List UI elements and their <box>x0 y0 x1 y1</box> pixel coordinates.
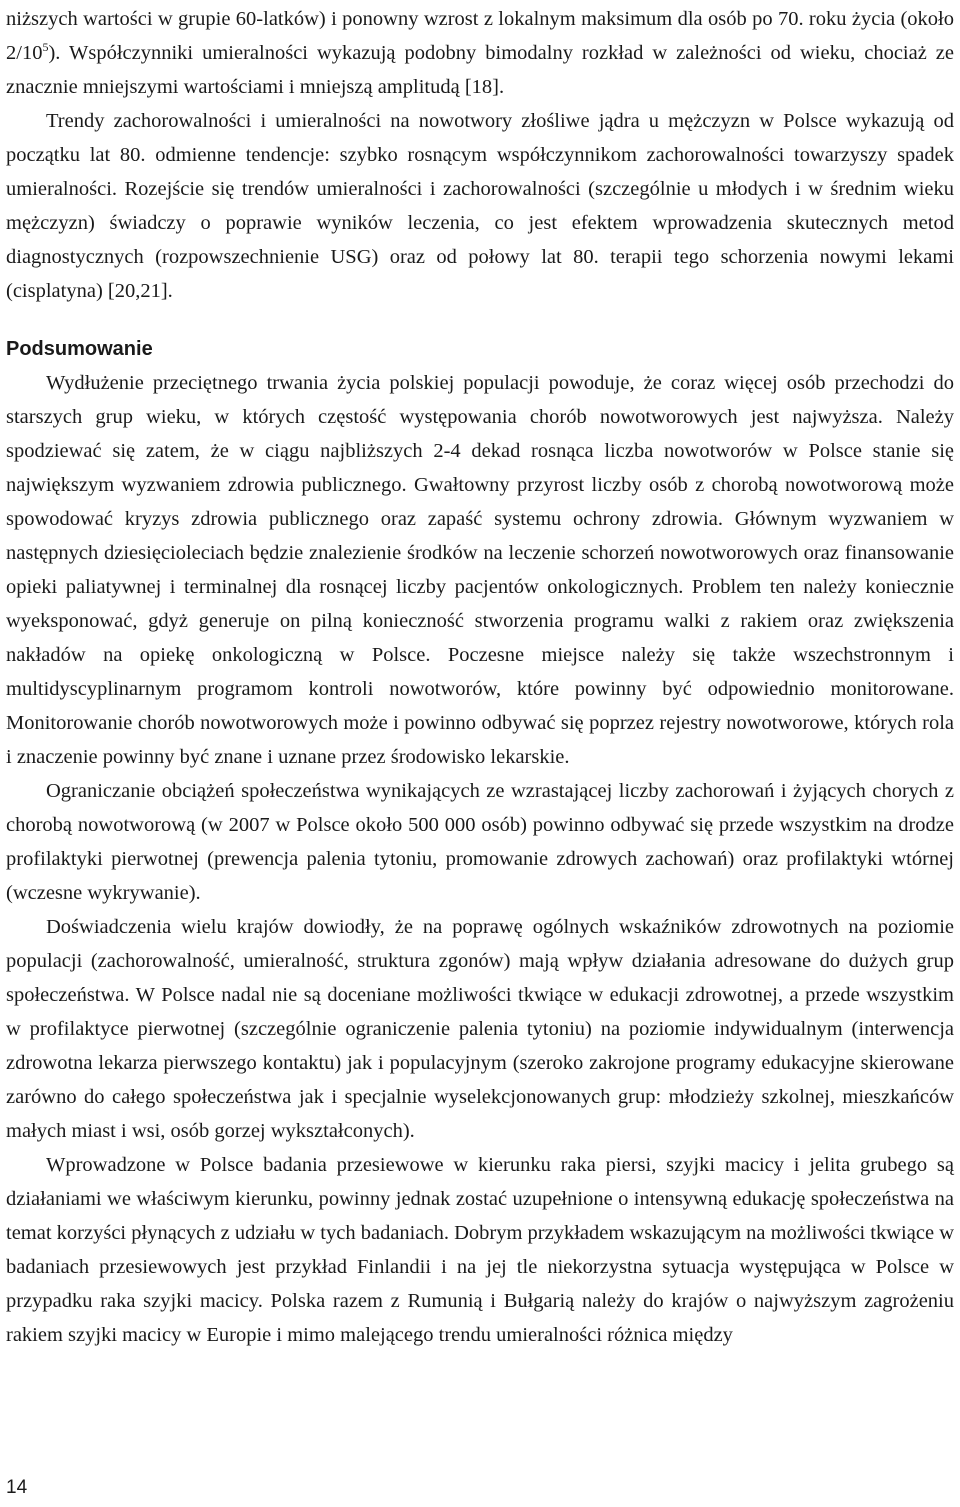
body-paragraph: Wydłużenie przeciętnego trwania życia polskiej populacji powoduje, że coraz więcej osób przechodzi do starszych grup wieku, w których częstość występowania chorób nowotworowych jest najwyższa. Należy spodziewać się zatem, że w ciągu najbliższych 2-4 dekad rosnąca liczba nowotworów w Polsce stanie się największym wyzwaniem zdrowia publicznego. Gwałtowny przyrost liczby osób z chorobą nowotworową może spowodować kryzys zdrowia publicznego oraz zapaść systemu ochrony zdrowia. Głównym wyzwaniem w następnych dziesięcioleciach będzie znalezienie środków na leczenie schorzeń nowotworowych oraz finansowanie opieki paliatywnej i terminalnej dla rosnącej liczby pacjentów onkologicznych. Problem ten należy koniecznie wyeksponować, gdyż generuje on pilną konieczność stworzenia programu walki z rakiem oraz zwiększenia nakładów na opiekę onkologiczną w Polsce. Poczesne miejsce należy się także wszechstronnym i multidyscyplinarnym programom kontroli nowotworów, które powinny być odpowiednio monitorowane. Monitorowanie chorób nowotworowych może i powinno odbywać się poprzez rejestry nowotworowe, których rola i znaczenie powinny być znane i uznane przez środowisko lekarskie. <box>6 372 954 768</box>
intro-paragraph-1-text: niższych wartości w grupie 60-latków) i ponowny wzrost z lokalnym maksimum dla osób po 70. roku życia (około 2/10 <box>6 8 954 64</box>
footnote-superscript: 5 <box>42 40 49 55</box>
body-paragraph: Ograniczanie obciążeń społeczeństwa wynikających ze wzrastającej liczby zachorowań i żyjących chorych z chorobą nowotworową (w 2007 w Polsce około 500 000 osób) powinno odbywać się przede wszystkim na drodze profilaktyki pierwotnej (prewencja palenia tytoniu, promowanie zdrowych zachowań) oraz profilaktyki wtórnej (wczesne wykrywanie). <box>6 780 954 904</box>
intro-paragraph-2: Trendy zachorowalności i umieralności na nowotwory złośliwe jądra u mężczyzn w Polsce wykazują od początku lat 80. odmienne tendencje: szybko rosnącym współczynnikom zachorowalności towarzyszy spadek umieralności. Rozejście się trendów umieralności i zachorowalności (szczególnie u młodych i w średnim wieku mężczyzn) świadczy o poprawie wyników leczenia, co jest efektem wprowadzenia skutecznych metod diagnostycznych (rozpowszechnienie USG) oraz od połowy lat 80. terapii tego schorzenia nowymi lekami (cisplatyna) [20,21]. <box>6 110 954 302</box>
intro-paragraph-1 <box>6 2 954 104</box>
intro-text <box>6 2 954 308</box>
body-paragraph: Wprowadzone w Polsce badania przesiewowe w kierunku raka piersi, szyjki macicy i jelita grubego są działaniami we właściwym kierunku, powinny jednak zostać uzupełnione o intensywną edukację społeczeństwa na temat korzyści płynących z udziału w tych badaniach. Dobrym przykładem wskazującym na możliwości tkwiące w badaniach przesiewowych jest przykład Finlandii i na jej tle niekorzystna sytuacja występująca w Polsce w przypadku raka szyjki macicy. Polska razem z Rumunią i Bułgarią należy do krajów o najwyższym zagrożeniu rakiem szyjki macicy w Europie i mimo malejącego trendu umieralności różnica między <box>6 1154 954 1346</box>
section-body <box>6 366 954 1352</box>
section-heading: Podsumowanie <box>6 338 153 360</box>
body-paragraph: Doświadczenia wielu krajów dowiodły, że na poprawę ogólnych wskaźników zdrowotnych na poziomie populacji (zachorowalność, umieralność, struktura zgonów) mają wpływ działania adresowane do dużych grup społeczeństwa. W Polsce nadal nie są doceniane możliwości tkwiące w edukacji zdrowotnej, a przede wszystkim w profilaktyce pierwotnej (szczególnie ograniczenie palenia tytoniu) na poziomie indywidualnym (interwencja zdrowotna lekarza pierwszego kontaktu) jak i populacyjnym (szeroko zakrojone programy edukacyjne skierowane zarówno do całego społeczeństwa jak i specjalnie wyselekcjonowanych grup: młodzieży szkolnej, mieszkańców małych miast i wsi, osób gorzej wykształconych). <box>6 916 954 1142</box>
intro-paragraph-1-text-cont: ). Współczynniki umieralności wykazują podobny bimodalny rozkład w zależności od wieku, chociaż ze znacznie mniejszymi wartościami i mniejszą amplitudą [18]. <box>6 42 954 98</box>
page-number: 14 <box>6 1477 28 1498</box>
